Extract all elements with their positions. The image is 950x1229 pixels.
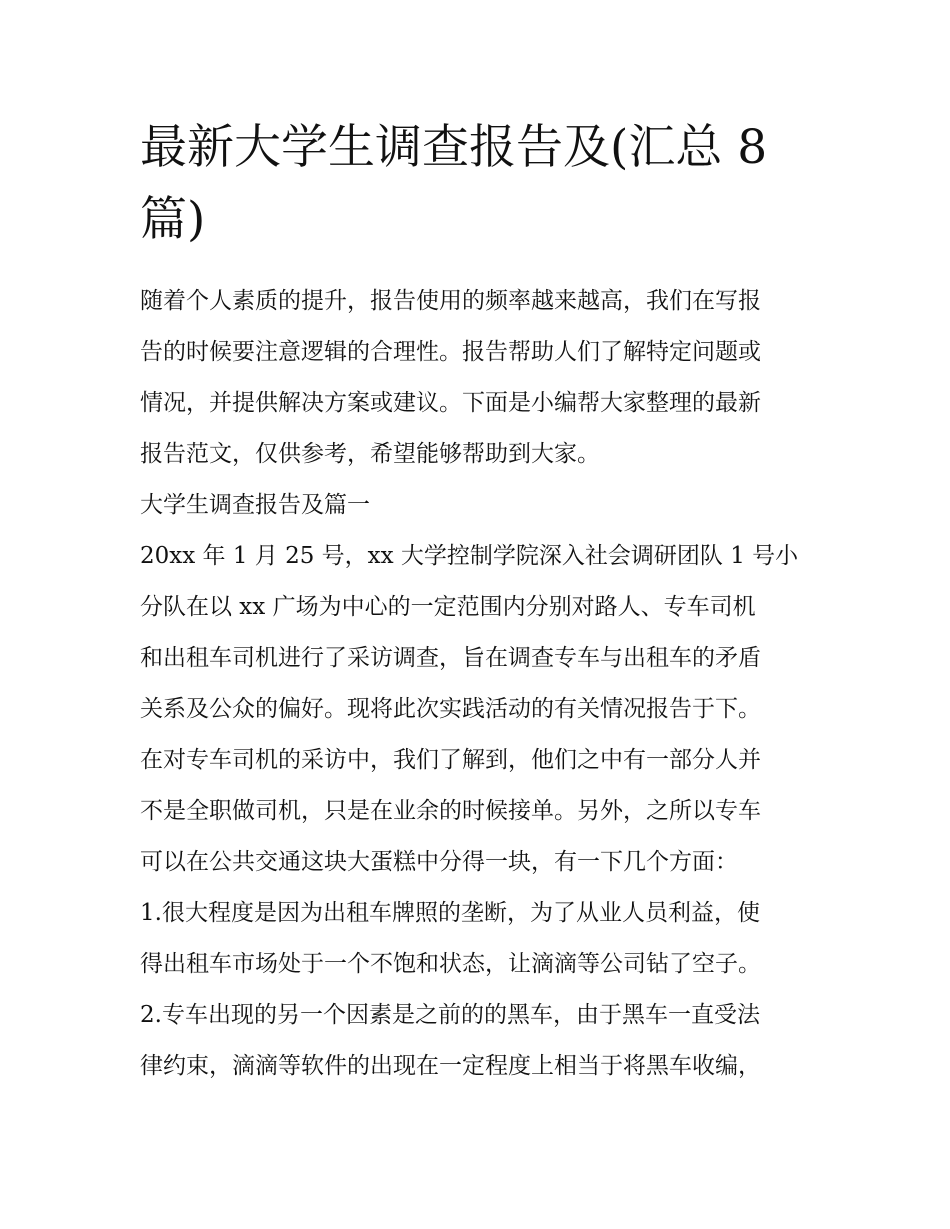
intro-line: 告的时候要注意逻辑的合理性。报告帮助人们了解特定问题或 (140, 339, 761, 365)
intro-paragraph (140, 276, 818, 480)
body-line: 2.专车出现的另一个因素是之前的的黑车，由于黑车一直受法 (140, 1002, 760, 1028)
intro-line: 随着个人素质的提升，报告使用的频率越来越高，我们在写报 (140, 288, 761, 314)
body-line: 关系及公众的偏好。现将此次实践活动的有关情况报告于下。 (140, 696, 761, 722)
body-line: 1.很大程度是因为出租车牌照的垄断，为了从业人员利益，使 (140, 900, 760, 926)
body-line: 得出租车市场处于一个不饱和状态，让滴滴等公司钻了空子。 (140, 951, 761, 977)
section-heading (140, 480, 818, 531)
title-line: 最新大学生调查报告及(汇总 8 (140, 120, 768, 175)
document-title (140, 112, 818, 256)
body-line: 和出租车司机进行了采访调查，旨在调查专车与出租车的矛盾 (140, 645, 761, 671)
body-line: 可以在公共交通这块大蛋糕中分得一块，有一下几个方面： (140, 849, 738, 875)
title-line: 篇) (140, 192, 206, 247)
body-paragraph (140, 531, 818, 1092)
document-content (140, 112, 818, 1092)
section-heading-text: 大学生调查报告及篇一 (140, 492, 370, 518)
body-line: 分队在以 xx 广场为中心的一定范围内分别对路人、专车司机 (140, 594, 756, 620)
body-line: 20xx 年 1 月 25 号，xx 大学控制学院深入社会调研团队 1 号小 (140, 543, 799, 569)
body-line: 在对专车司机的采访中，我们了解到，他们之中有一部分人并 (140, 747, 761, 773)
body-line: 律约束，滴滴等软件的出现在一定程度上相当于将黑车收编， (140, 1053, 761, 1079)
intro-line: 报告范文，仅供参考，希望能够帮助到大家。 (140, 441, 600, 467)
intro-line: 情况，并提供解决方案或建议。下面是小编帮大家整理的最新 (140, 390, 761, 416)
body-line: 不是全职做司机，只是在业余的时候接单。另外，之所以专车 (140, 798, 761, 824)
